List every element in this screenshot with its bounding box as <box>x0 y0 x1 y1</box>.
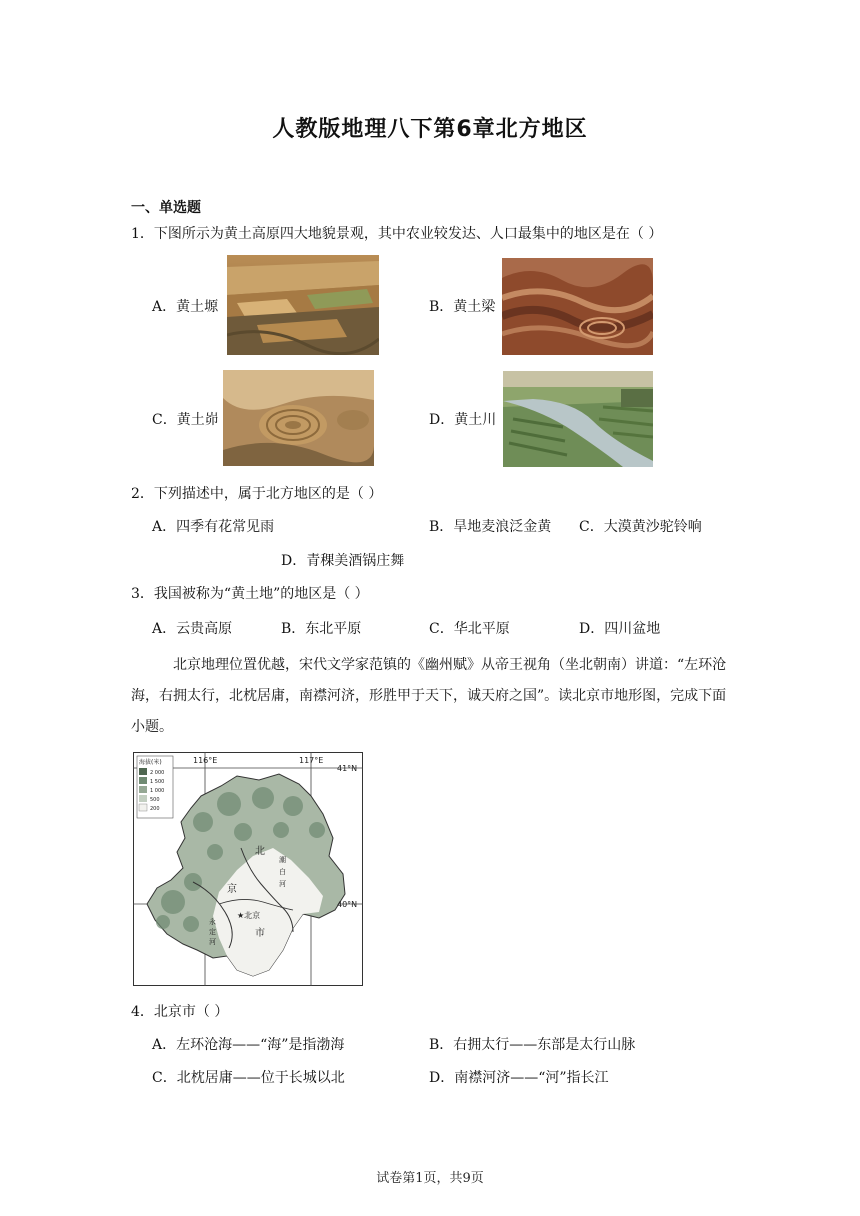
question-3-option-d[interactable]: D．四川盆地 <box>579 621 661 637</box>
question-2-stem: 2．下列描述中，属于北方地区的是（ ） <box>131 486 383 502</box>
label-bai: 白 <box>279 868 286 876</box>
question-2-option-c[interactable]: C．大漠黄沙驼铃响 <box>579 519 702 535</box>
legend-swatch-2000 <box>139 768 147 775</box>
question-3-option-c[interactable]: C．华北平原 <box>429 621 510 637</box>
question-1-option-a[interactable]: A．黄土塬 <box>152 299 219 315</box>
legend-title: 海拔(米) <box>139 759 162 766</box>
loess-hill-photo <box>223 370 374 466</box>
legend-swatch-200 <box>139 804 147 811</box>
question-4-option-b[interactable]: B．右拥太行——东部是太行山脉 <box>429 1037 636 1053</box>
loess-valley-photo <box>503 371 653 467</box>
lat-label-40n: 40°N <box>337 900 358 909</box>
label-yong: 永 <box>209 918 216 926</box>
question-1-option-d[interactable]: D．黄土川 <box>429 412 497 428</box>
lat-label-41n: 41°N <box>337 764 358 773</box>
question-2-option-d[interactable]: D．青稞美酒锅庄舞 <box>281 553 405 569</box>
legend-swatch-1000 <box>139 786 147 793</box>
legend-swatch-500 <box>139 795 147 802</box>
label-he-2: 河 <box>209 938 216 946</box>
legend-value: 200 <box>150 806 160 812</box>
label-ding: 定 <box>209 928 216 936</box>
label-he-1: 河 <box>279 880 286 888</box>
reading-passage: 北京地理位置优越，宋代文学家范镇的《幽州赋》从帝王视角（坐北朝南）讲道：“左环沧海，右拥太行，北枕居庸，南襟河济，形胜甲于天下，诚天府之国”。读北京市地形图，完成下面小题。 <box>131 657 727 735</box>
beijing-city-marker: ★北京 <box>237 911 261 920</box>
legend-swatch-1500 <box>139 777 147 784</box>
question-2-option-b[interactable]: B．旱地麦浪泛金黄 <box>429 519 552 535</box>
question-4-option-d[interactable]: D．南襟河济——“河”指长江 <box>429 1070 609 1086</box>
legend-value: 1 500 <box>150 779 165 785</box>
legend-value: 2 000 <box>150 770 165 776</box>
question-1-option-c[interactable]: C．黄土峁 <box>152 412 219 428</box>
question-3-option-b[interactable]: B．东北平原 <box>281 621 362 637</box>
lon-label-117e: 117°E <box>299 756 324 765</box>
question-3-stem: 3．我国被称为“黄土地”的地区是（ ） <box>131 586 369 602</box>
legend-value: 500 <box>150 797 160 803</box>
question-1-stem: 1．下图所示为黄土高原四大地貌景观，其中农业较发达、人口最集中的地区是在（ ） <box>131 226 663 242</box>
label-bei: 北 <box>255 846 265 857</box>
label-chao: 潮 <box>279 856 286 864</box>
section-heading: 一、单选题 <box>131 200 201 216</box>
beijing-terrain-map <box>133 752 363 986</box>
legend-value: 1 000 <box>150 788 165 794</box>
question-4-option-a[interactable]: A．左环沧海——“海”是指渤海 <box>152 1037 345 1053</box>
question-2-option-a[interactable]: A．四季有花常见雨 <box>152 519 275 535</box>
page-footer: 试卷第1页，共9页 <box>376 1171 484 1186</box>
question-4-option-c[interactable]: C．北枕居庸——位于长城以北 <box>152 1070 345 1086</box>
lon-label-116e: 116°E <box>193 756 218 765</box>
question-3-option-a[interactable]: A．云贵高原 <box>152 621 233 637</box>
question-4-stem: 4．北京市（ ） <box>131 1004 229 1020</box>
loess-ridge-photo <box>502 258 653 355</box>
page-title: 人教版地理八下第6章北方地区 <box>272 117 588 142</box>
loess-tableland-photo <box>227 255 379 355</box>
question-1-option-b[interactable]: B．黄土梁 <box>429 299 496 315</box>
label-jing: 京 <box>227 884 237 895</box>
label-shi: 市 <box>255 928 265 939</box>
